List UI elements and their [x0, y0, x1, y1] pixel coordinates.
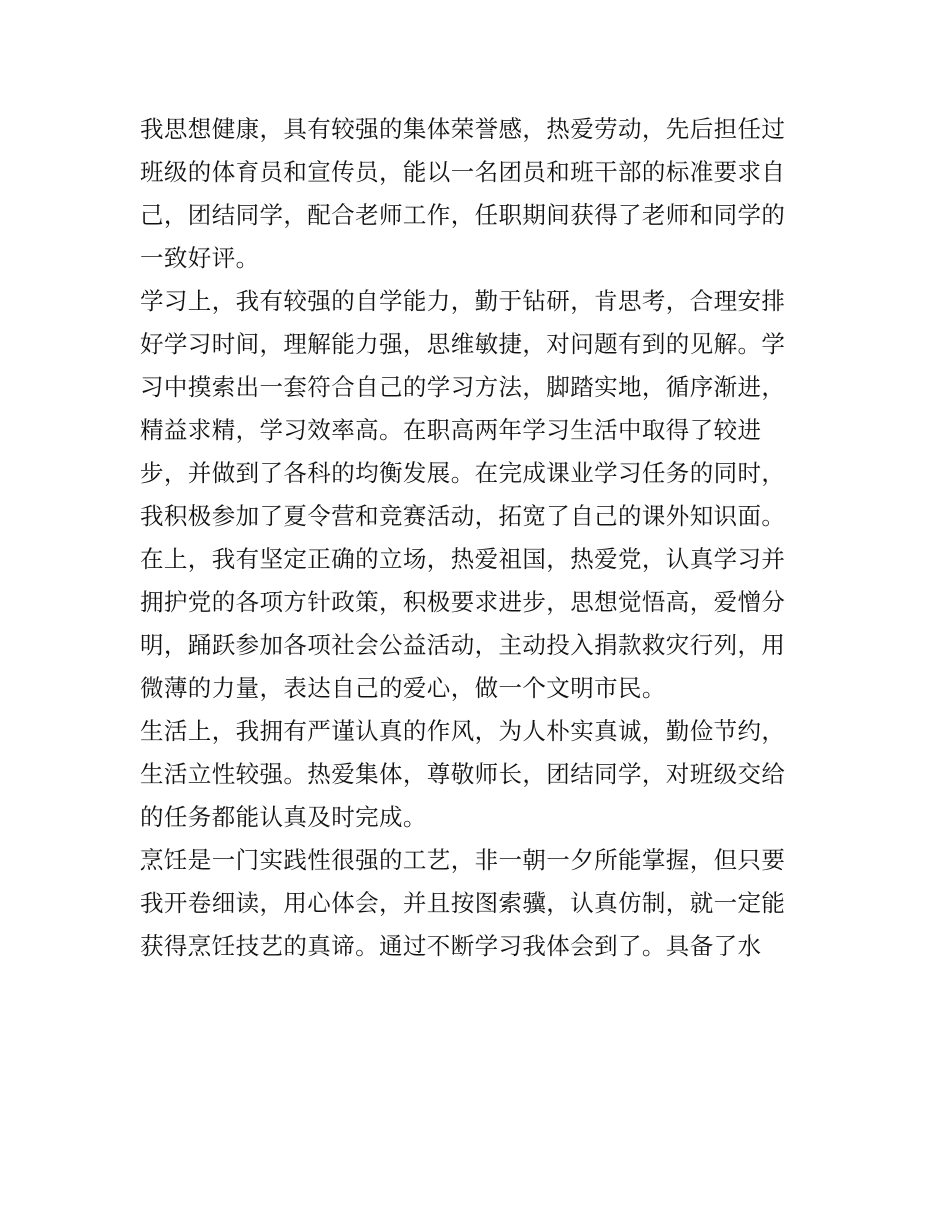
text-line: 的任务都能认真及时完成。 — [140, 803, 427, 831]
text-line: 在上，我有坚定正确的立场，热爱祖国，热爱党，认真学习并 — [140, 545, 786, 573]
text-line: 班级的体育员和宣传员，能以一名团员和班干部的标准要求自 — [140, 158, 786, 186]
text-line: 生活立性较强。热爱集体，尊敬师长，团结同学，对班级交给 — [140, 760, 786, 788]
text-line: 习中摸索出一套符合自己的学习方法，脚踏实地，循序渐进， — [140, 373, 786, 401]
text-line: 我积极参加了夏令营和竞赛活动，拓宽了自己的课外知识面。 — [140, 502, 786, 530]
document-body — [140, 108, 820, 968]
text-line: 学习上，我有较强的自学能力，勤于钻研，肯思考，合理安排 — [140, 287, 786, 315]
text-line: 烹饪是一门实践性很强的工艺，非一朝一夕所能掌握，但只要 — [140, 846, 786, 874]
text-line: 步，并做到了各科的均衡发展。在完成课业学习任务的同时， — [140, 459, 786, 487]
text-line: 明，踊跃参加各项社会公益活动，主动投入捐款救灾行列，用 — [140, 631, 786, 659]
text-line: 拥护党的各项方针政策，积极要求进步，思想觉悟高，爱憎分 — [140, 588, 786, 616]
text-line: 我思想健康，具有较强的集体荣誉感，热爱劳动，先后担任过 — [140, 115, 786, 143]
text-line: 我开卷细读，用心体会，并且按图索骥，认真仿制，就一定能 — [140, 889, 786, 917]
text-line: 己，团结同学，配合老师工作，任职期间获得了老师和同学的 — [140, 201, 786, 229]
text-line: 好学习时间，理解能力强，思维敏捷，对问题有到的见解。学 — [140, 330, 786, 358]
text-line: 微薄的力量，表达自己的爱心，做一个文明市民。 — [140, 674, 666, 702]
text-line: 一致好评。 — [140, 244, 260, 272]
text-line: 获得烹饪技艺的真谛。通过不断学习我体会到了。具备了水 — [140, 932, 762, 960]
text-line: 生活上，我拥有严谨认真的作风，为人朴实真诚，勤俭节约， — [140, 717, 786, 745]
text-line: 精益求精，学习效率高。在职高两年学习生活中取得了较进 — [140, 416, 762, 444]
